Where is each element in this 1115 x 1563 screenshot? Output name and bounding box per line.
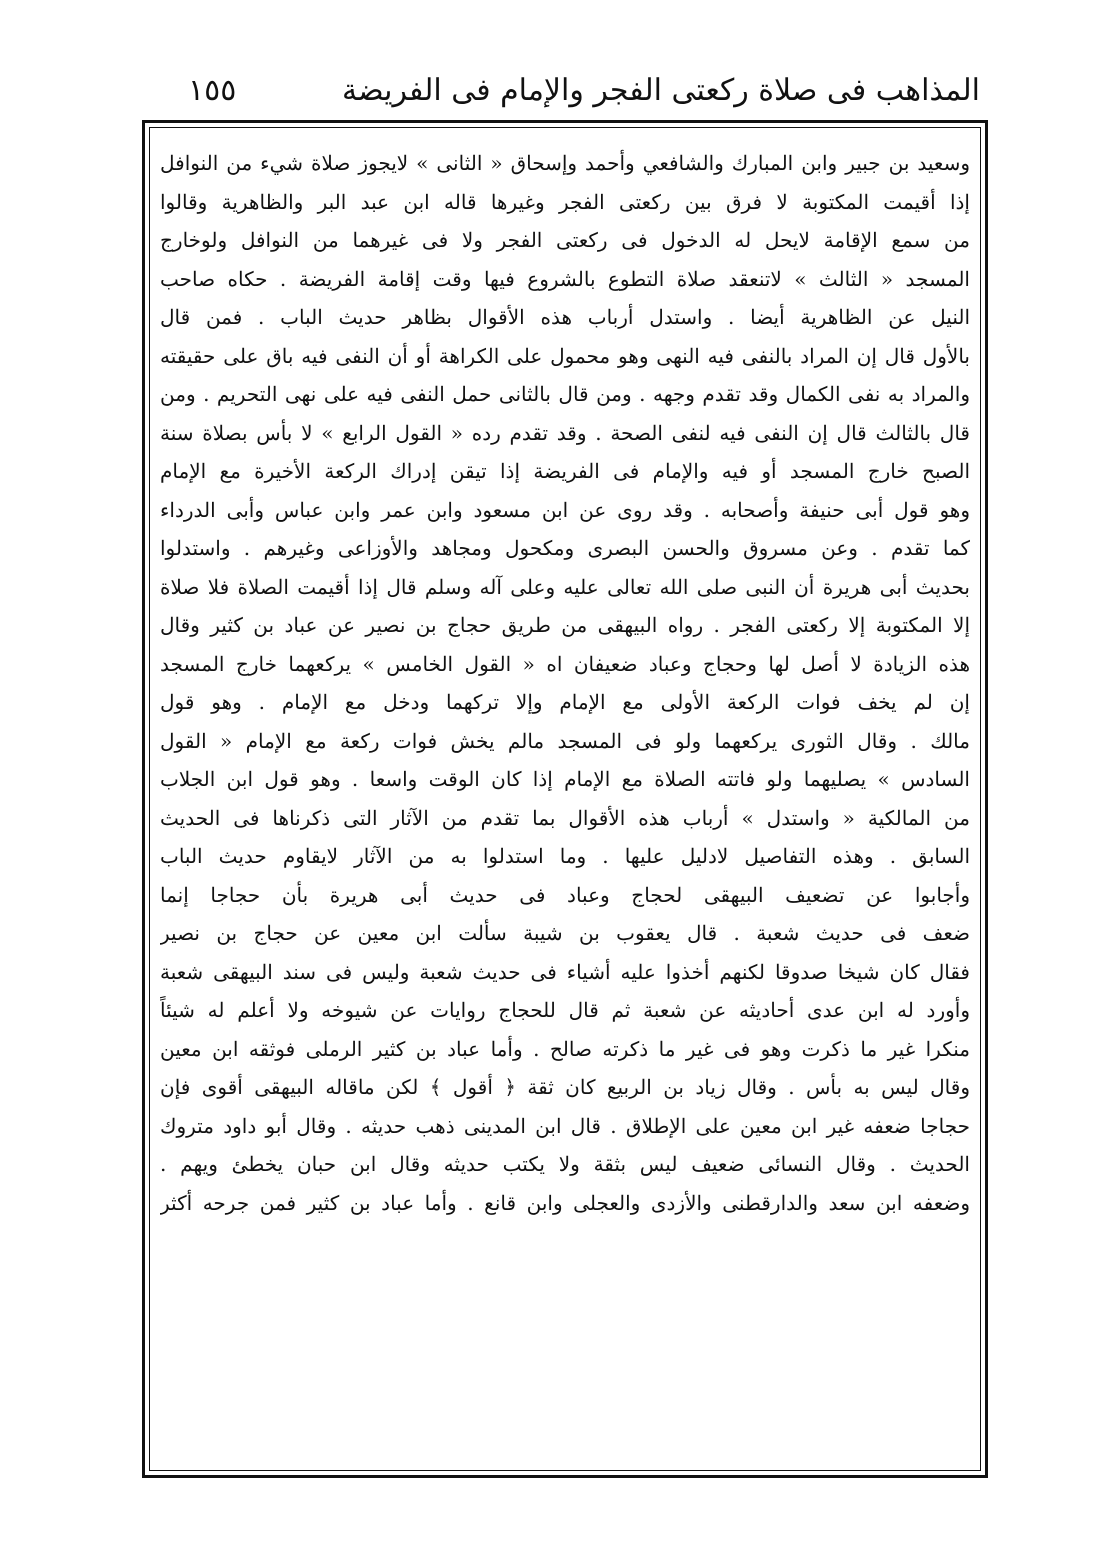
text-line: كما تقدم . وعن مسروق والحسن البصرى ومكحول ومجاهد والأوزاعى وغيرهم . واستدلوا: [160, 536, 970, 560]
text-line: السادس » يصليهما ولو فاتته الصلاة مع الإمام إذا كان الوقت واسعا . وهو قول ابن الجلاب: [160, 767, 970, 791]
text-line: والمراد به نفى الكمال وقد تقدم وجهه . ومن قال بالثانى حمل النفى فيه على نهى التحريم . ومن: [160, 382, 970, 406]
text-line: وضعفه ابن سعد والدارقطنى والأزدى والعجلى وابن قانع . وأما عباد بن كثير فمن جرحه أكثر: [160, 1190, 970, 1215]
page-header: [150, 66, 980, 116]
text-line: الصبح خارج المسجد أو فيه والإمام فى الفريضة إذا تيقن إدراك الركعة الأخيرة مع الإمام: [160, 459, 970, 483]
running-title: المذاهب فى صلاة ركعتى الفجر والإمام فى الفريضة: [342, 73, 980, 108]
text-line: حجاجا ضعفه غير ابن معين على الإطلاق . قال ابن المدينى ذهب حديثه . وقال أبو داود متروك: [160, 1113, 970, 1138]
text-line: إن لم يخف فوات الركعة الأولى مع الإمام وإلا تركهما ودخل مع الإمام . وهو قول: [160, 690, 970, 714]
text-line: ضعف فى حديث شعبة . قال يعقوب بن شيبة سألت ابن معين عن حجاج بن نصير: [160, 921, 970, 945]
text-line: وأجابوا عن تضعيف البيهقى لحجاج وعباد فى حديث أبى هريرة بأن حجاجا إنما: [160, 882, 970, 907]
text-line: وهو قول أبى حنيفة وأصحابه . وقد روى عن ابن مسعود وابن عمر وابن عباس وأبى الدرداء: [160, 497, 970, 522]
page-number: ١٥٥: [188, 73, 237, 108]
text-line: بحديث أبى هريرة أن النبى صلى الله تعالى عليه وعلى آله وسلم قال إذا أقيمت الصلاة فلا صلاة: [160, 574, 970, 599]
text-line: وأورد له ابن عدى أحاديثه عن شعبة ثم قال للحجاج روايات عن شيوخه ولا أعلم له شيئاً: [160, 998, 970, 1022]
text-line: من المالكية « واستدل » أرباب هذه الأقوال بما تقدم من الآثار التى ذكرناها فى الحديث: [160, 805, 970, 830]
text-line: النيل عن الظاهرية أيضا . واستدل أرباب هذه الأقوال بظاهر حديث الباب . فمن قال: [160, 305, 970, 329]
text-line: هذه الزيادة لا أصل لها وحجاج وعباد ضعيفان اه « القول الخامس » يركعهما خارج المسجد: [160, 651, 970, 676]
text-line: من سمع الإقامة لايحل له الدخول فى ركعتى الفجر ولا فى غيرهما من النوافل ولوخارج: [160, 228, 970, 252]
body-text: [160, 144, 970, 1222]
text-line: المسجد « الثالث » لاتنعقد صلاة التطوع بالشروع فيها وقت إقامة الفريضة . حكاه صاحب: [160, 266, 970, 291]
text-line: منكرا غير ما ذكرت وهو فى غير ما ذكرته صالح . وأما عباد بن كثير الرملى فوثقه ابن معين: [160, 1036, 970, 1061]
text-line: فقال كان شيخا صدوقا لكنهم أخذوا عليه أشياء فى حديث شعبة وليس فى سند البيهقى شعبة: [160, 959, 970, 984]
text-line: الحديث . وقال النسائى ضعيف ليس بثقة ولا يكتب حديثه وقال ابن حبان يخطئ ويهم .: [160, 1152, 970, 1176]
text-line: السابق . وهذه التفاصيل لادليل عليها . وما استدلوا به من الآثار لايقاوم حديث الباب: [160, 844, 970, 868]
text-line: بالأول قال إن المراد بالنفى فيه النهى وهو محمول على الكراهة أو أن النفى فيه باق على حقيقته: [160, 343, 970, 368]
text-line: إذا أقيمت المكتوبة لا فرق بين ركعتى الفجر وغيرها قاله ابن عبد البر والظاهرية وقالوا: [160, 189, 970, 214]
text-line: قال بالثالث قال إن النفى فيه لنفى الصحة . وقد تقدم رده « القول الرابع » لا بأس بصلاة سنة: [160, 420, 970, 445]
text-line: مالك . وقال الثورى يركعهما ولو فى المسجد مالم يخش فوات ركعة مع الإمام « القول: [160, 728, 970, 753]
text-line: وسعيد بن جبير وابن المبارك والشافعي وأحمد وإسحاق « الثانى » لايجوز صلاة شيء من النوافل: [160, 151, 970, 175]
text-line: إلا المكتوبة إلا ركعتى الفجر . رواه البيهقى من طريق حجاج بن نصير عن عباد بن كثير وقال: [160, 613, 970, 637]
text-line: وقال ليس به بأس . وقال زياد بن الربيع كان ثقة ﴿ أقول ﴾ لكن ماقاله البيهقى أقوى فإن: [160, 1075, 970, 1099]
